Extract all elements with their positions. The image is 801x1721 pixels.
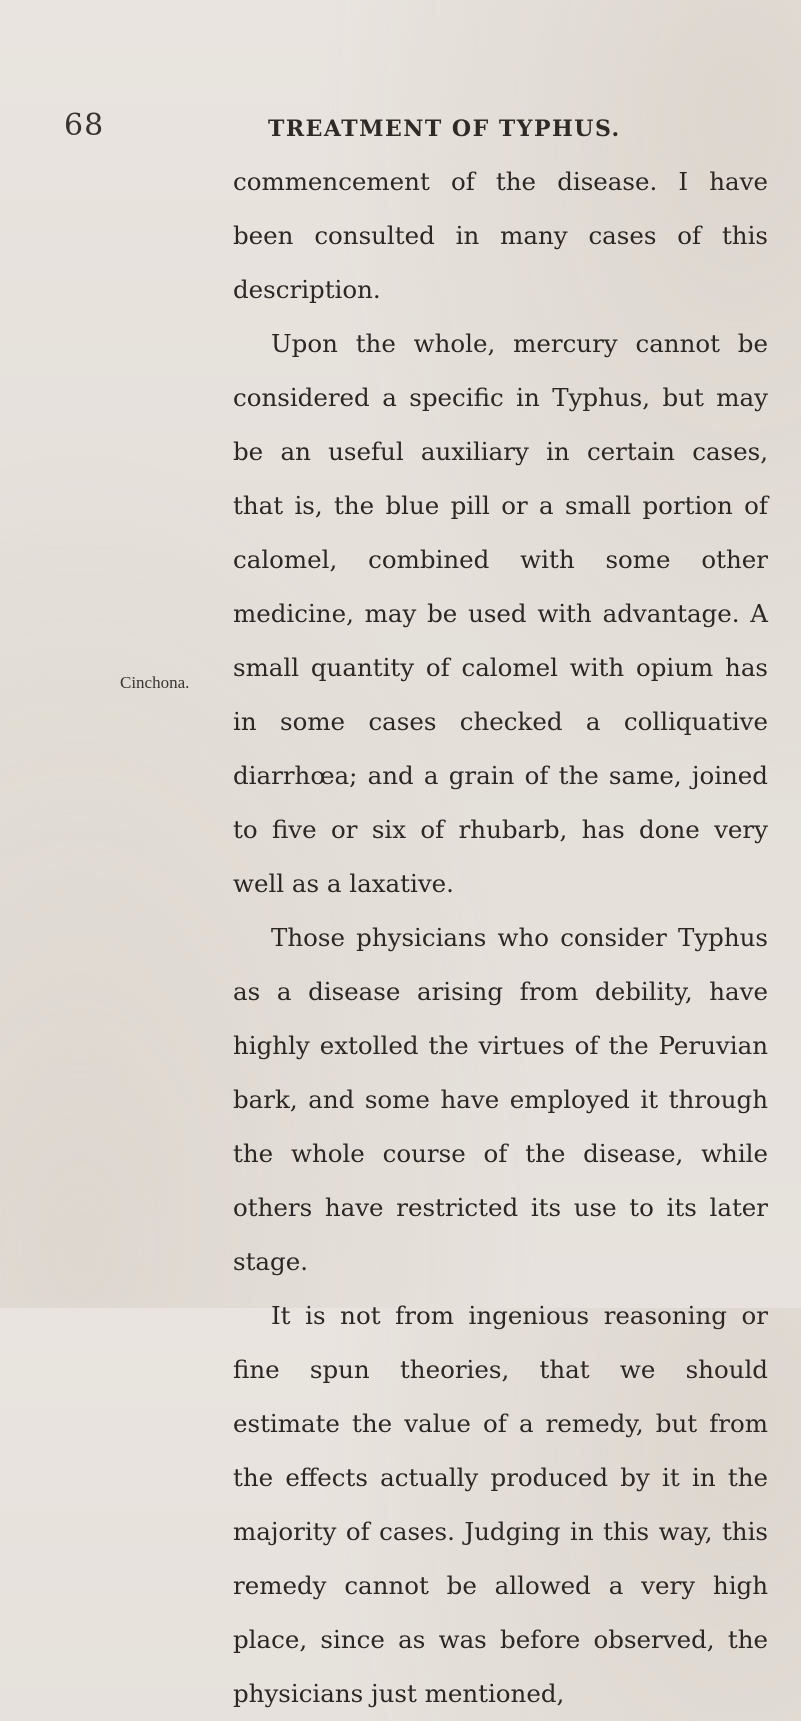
body-text bbox=[233, 155, 768, 1721]
margin-note-cinchona: Cinchona. bbox=[120, 673, 190, 692]
paragraph-2: Upon the whole, mercury cannot be considered a specific in Typhus, but may be an useful auxiliary in certain cases, that is, the blue pill or a small portion of calomel, combined with some other medicine, may be used with advantage. A small quantity of calomel with opium has in some cases checked a colliquative diarrhœa; and a grain of the same, joined to five or six of rhubarb, has done very well as a laxative. bbox=[233, 329, 768, 898]
page-number: 68 bbox=[64, 108, 105, 143]
paragraph-1: commencement of the disease. I have been consulted in many cases of this description. bbox=[233, 167, 768, 304]
paragraph-3: Those physicians who consider Typhus as a disease arising from debility, have highly extolled the virtues of the Peruvian bark, and some have employed it through the whole course of the disease, while others have restricted its use to its later stage. bbox=[233, 923, 768, 1276]
running-head: TREATMENT OF TYPHUS. bbox=[268, 116, 621, 142]
paragraph-4: It is not from ingenious reasoning or fine spun theories, that we should estimate the value of a remedy, but from the effects actually produced by it in the majority of cases. Judging in this way, this remedy cannot be allowed a very high place, since as was before observed, the physicians just mentioned, bbox=[233, 1301, 768, 1708]
